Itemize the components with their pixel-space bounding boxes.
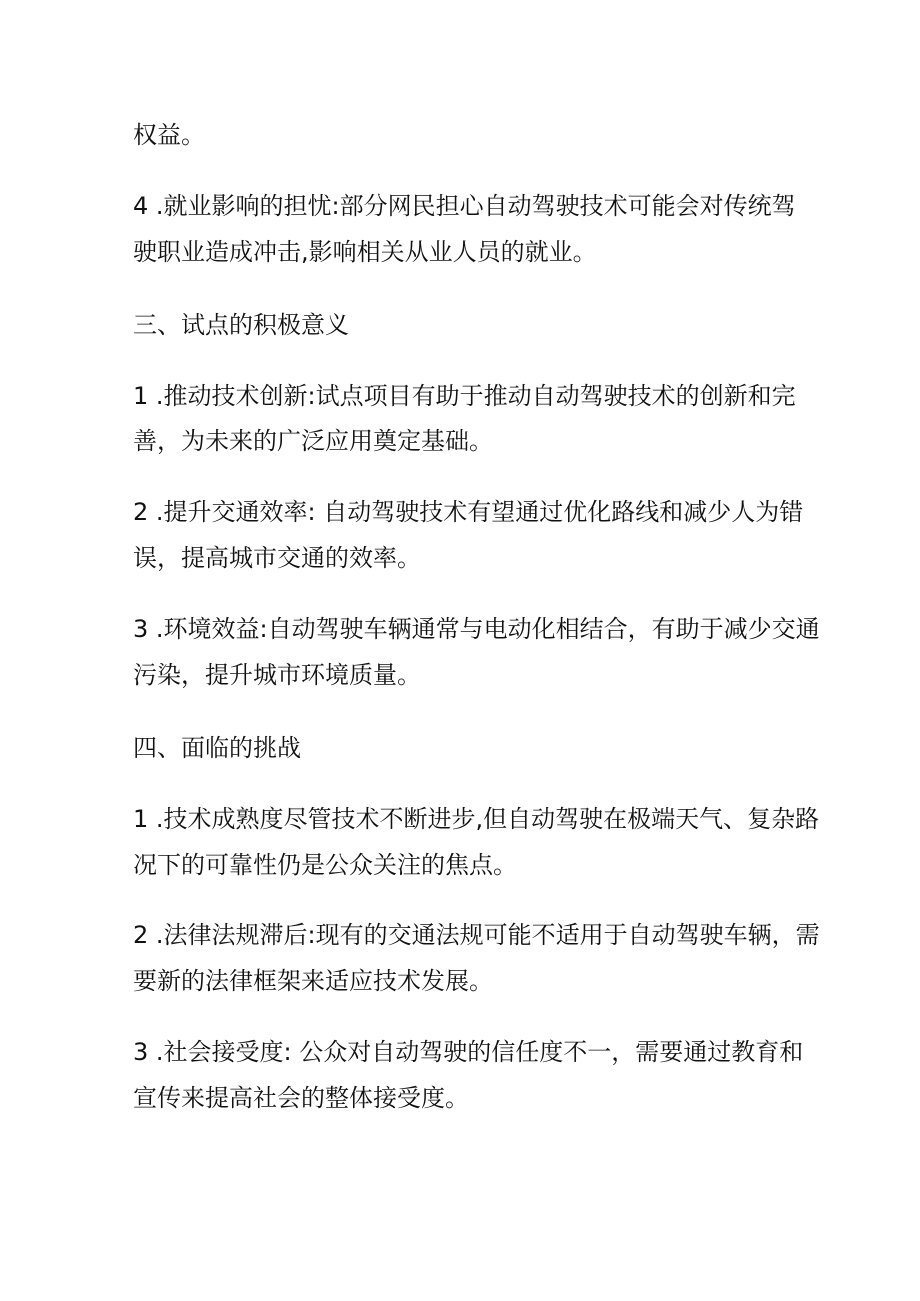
challenge-2-law-line-2: 要新的法律框架来适应技术发展。 (133, 967, 493, 995)
challenge-1-maturity-line-1: 1 .技术成熟度尽管技术不断进步,但自动驾驶在极端天气、复杂路 (133, 805, 820, 833)
item-4-employment-line-1: 4 .就业影响的担忧:部分网民担心自动驾驶技术可能会对传统驾 (133, 192, 796, 220)
challenge-3-acceptance-line-2: 宣传来提高社会的整体接受度。 (133, 1084, 469, 1112)
section-heading-challenges: 四、面临的挑战 (133, 734, 301, 762)
paragraph-continuation-rights: 权益。 (133, 121, 205, 149)
item-3-environment-line-2: 污染，提升城市环境质量。 (133, 661, 421, 689)
challenge-3-acceptance-line-1: 3 .社会接受度: 公众对自动驾驶的信任度不一，需要通过教育和 (133, 1038, 804, 1066)
challenge-1-maturity-line-2: 况下的可靠性仍是公众关注的焦点。 (133, 851, 517, 879)
item-2-efficiency-line-2: 误，提高城市交通的效率。 (133, 544, 421, 572)
item-1-innovation-line-1: 1 .推动技术创新:试点项目有助于推动自动驾驶技术的创新和完 (133, 382, 796, 410)
item-2-efficiency-line-1: 2 .提升交通效率: 自动驾驶技术有望通过优化路线和减少人为错 (133, 498, 804, 526)
item-4-employment-line-2: 驶职业造成冲击,影响相关从业人员的就业。 (133, 238, 597, 266)
item-3-environment-line-1: 3 .环境效益:自动驾驶车辆通常与电动化相结合，有助于减少交通 (133, 615, 820, 643)
challenge-2-law-line-1: 2 .法律法规滞后:现有的交通法规可能不适用于自动驾驶车辆，需 (133, 921, 820, 949)
item-1-innovation-line-2: 善，为未来的广泛应用奠定基础。 (133, 427, 493, 455)
section-heading-positive-significance: 三、试点的积极意义 (133, 311, 349, 339)
